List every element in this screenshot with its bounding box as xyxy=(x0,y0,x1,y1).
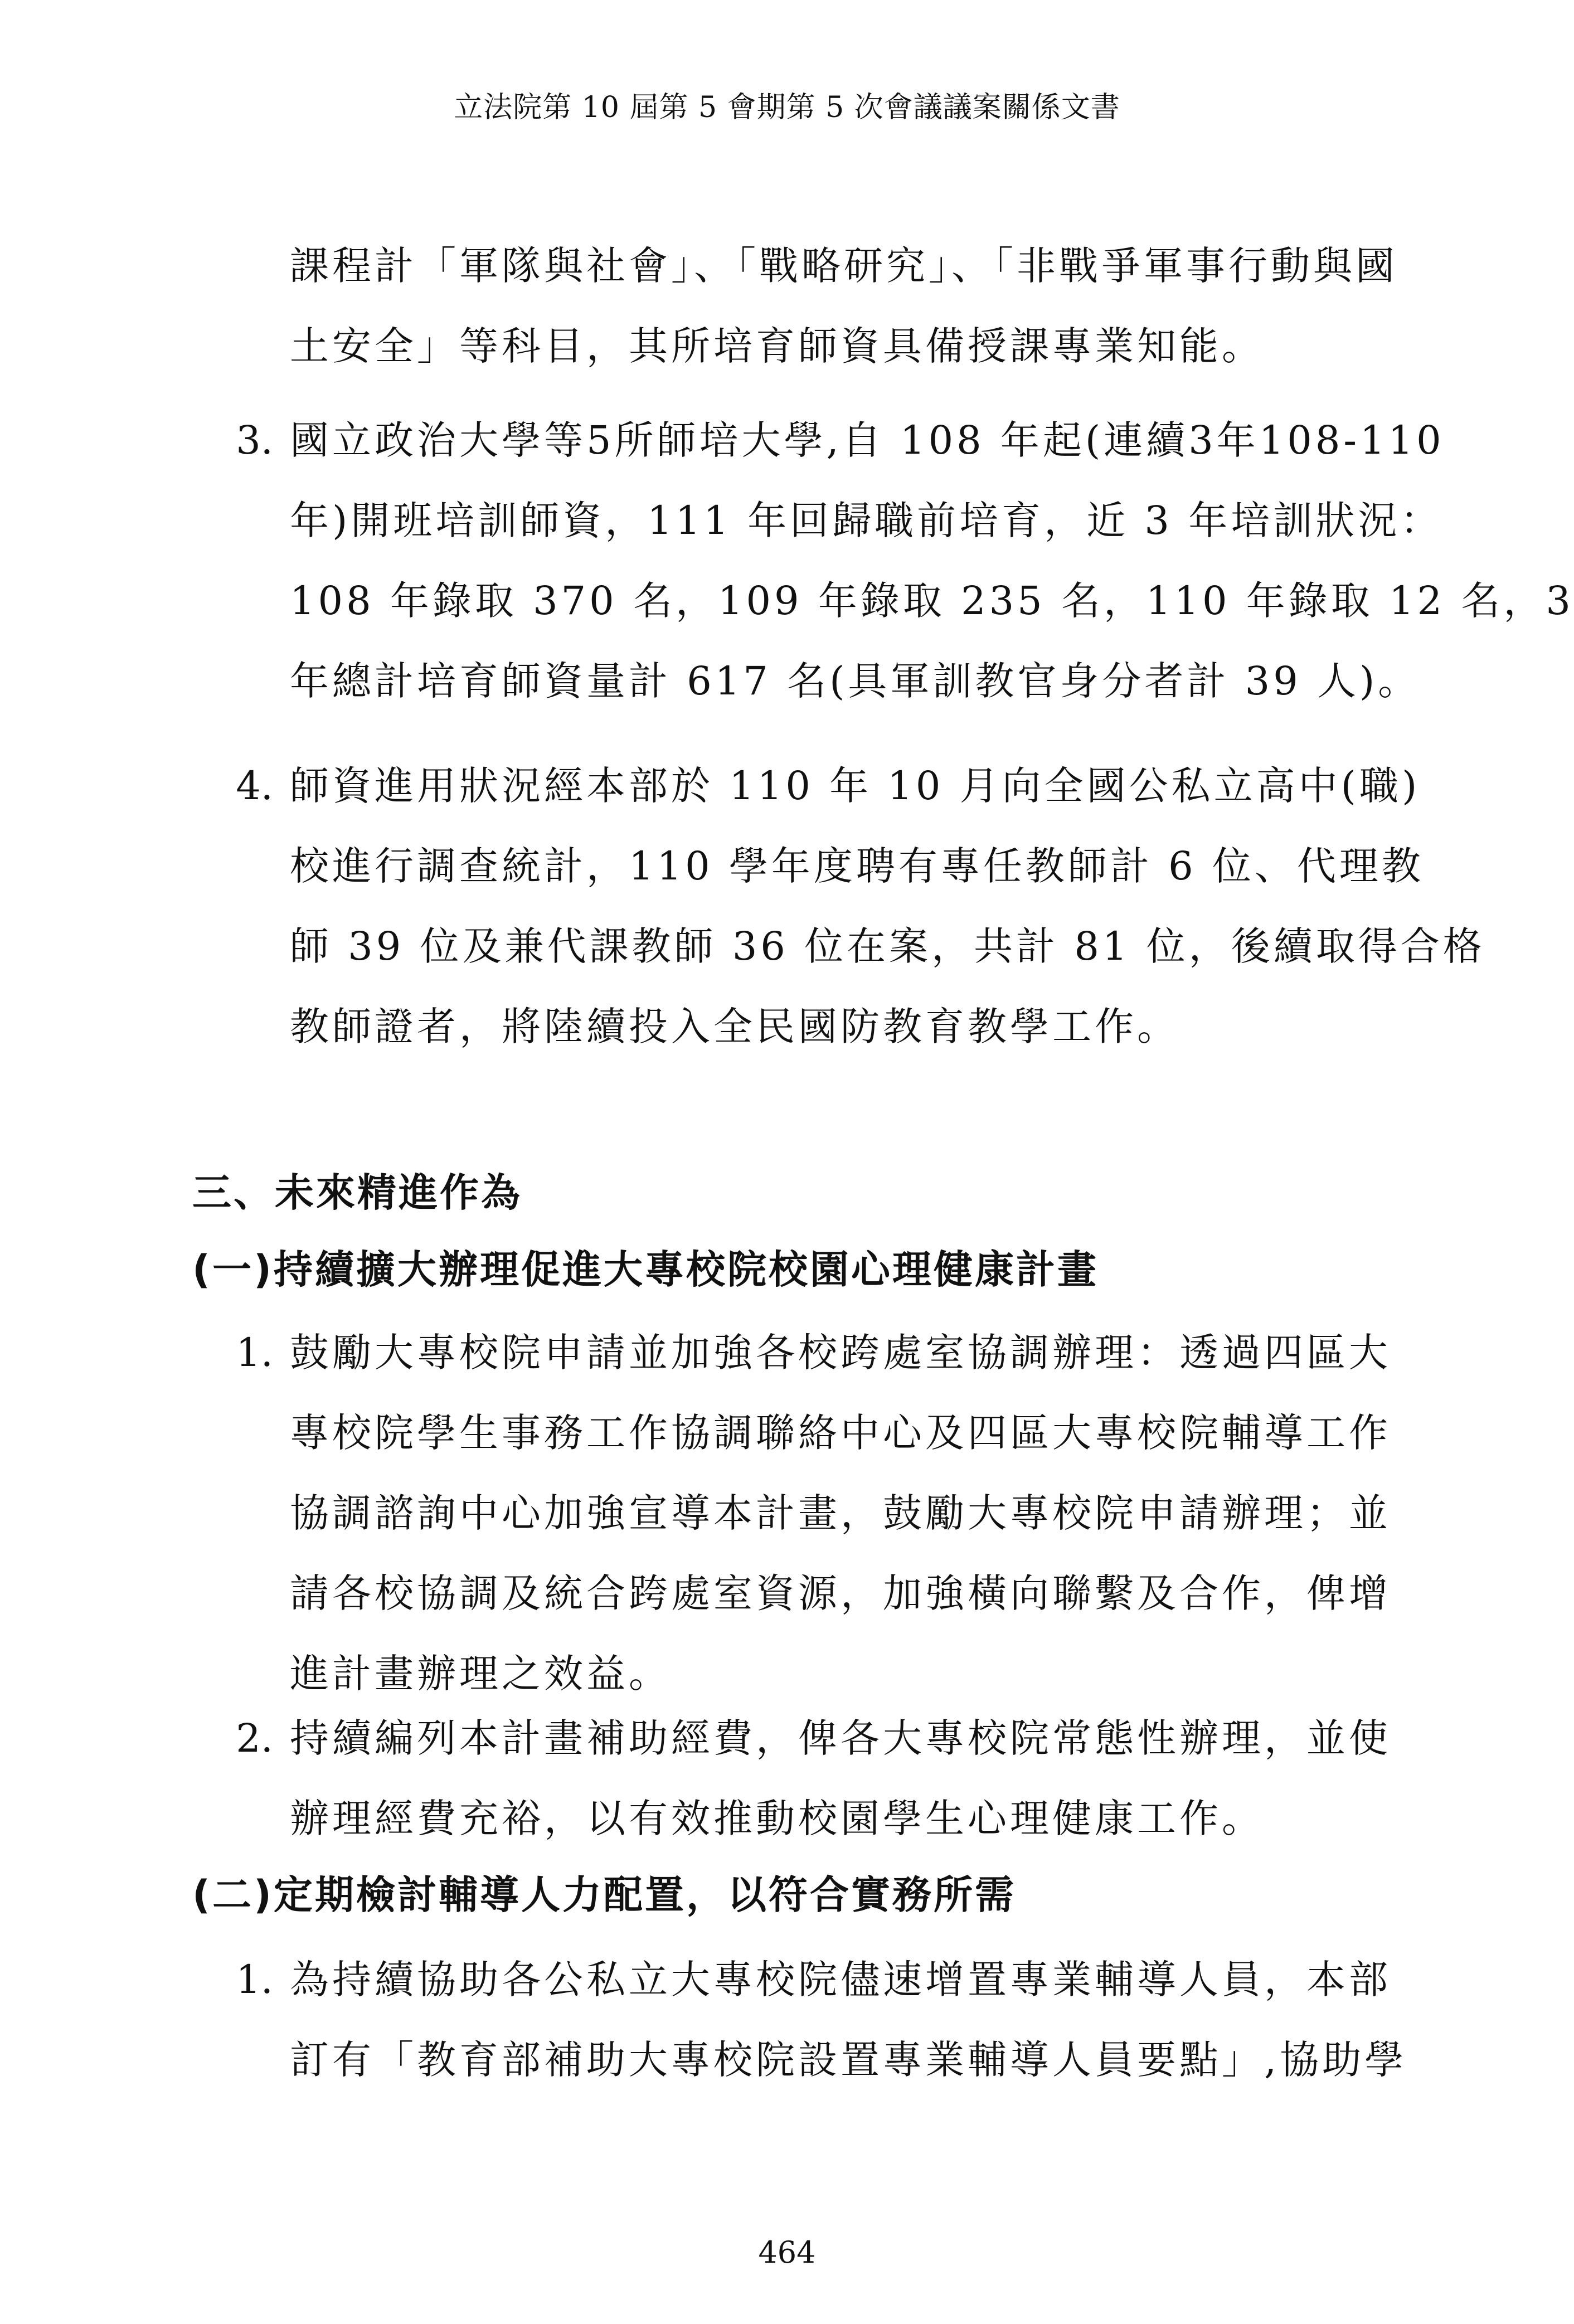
text-line: 專校院學生事務工作協調聯絡中心及四區大專校院輔導工作 xyxy=(290,1410,1391,1456)
list-item-paragraph xyxy=(290,400,1574,721)
list-item-number: 2. xyxy=(236,1715,273,1761)
text-line: 師資進用狀況經本部於 110 年 10 月向全國公私立高中(職) xyxy=(290,763,1421,809)
list-item-number: 4. xyxy=(236,763,273,809)
list-item-paragraph xyxy=(290,746,1485,1067)
list-item-number: 1. xyxy=(236,1957,273,2002)
text-line: 請各校協調及統合跨處室資源，加強橫向聯繫及合作，俾增 xyxy=(290,1571,1391,1616)
subsection-heading: (一)持續擴大辦理促進大專校院校園心理健康計畫 xyxy=(192,1247,1099,1292)
list-item-paragraph xyxy=(290,1698,1391,1859)
text-line: 土安全」等科目，其所培育師資具備授課專業知能。 xyxy=(290,323,1264,369)
page-number: 464 xyxy=(758,2235,816,2270)
text-line: 訂有「教育部補助大專校院設置專業輔導人員要點」,協助學 xyxy=(290,2037,1407,2083)
text-line: 年)開班培訓師資，111 年回歸職前培育，近 3 年培訓狀況： xyxy=(290,498,1443,543)
text-line: 鼓勵大專校院申請並加強各校跨處室協調辦理：透過四區大 xyxy=(290,1330,1391,1375)
text-line: 協調諮詢中心加強宣導本計畫，鼓勵大專校院申請辦理；並 xyxy=(290,1490,1391,1536)
text-line: 教師證者，將陸續投入全民國防教育教學工作。 xyxy=(290,1004,1179,1049)
continuation-paragraph xyxy=(290,226,1398,386)
text-line: 持續編列本計畫補助經費，俾各大專校院常態性辦理，並使 xyxy=(290,1715,1391,1761)
text-line: 108 年錄取 370 名，109 年錄取 235 名，110 年錄取 12 名，3 xyxy=(290,578,1574,624)
text-line: 國立政治大學等5所師培大學,自 108 年起(連續3年108-110 xyxy=(290,417,1445,463)
text-line: 校進行調查統計，110 學年度聘有專任教師計 6 位、代理教 xyxy=(290,843,1424,889)
document-header: 立法院第 10 屆第 5 會期第 5 次會議議案關係文書 xyxy=(454,91,1120,124)
list-item-paragraph xyxy=(290,1939,1407,2100)
text-line: 為持續協助各公私立大專校院儘速增置專業輔導人員，本部 xyxy=(290,1957,1391,2002)
section-heading: 三、未來精進作為 xyxy=(192,1170,522,1216)
text-line: 年總計培育師資量計 617 名(具軍訓教官身分者計 39 人)。 xyxy=(290,658,1421,704)
text-line: 辦理經費充裕，以有效推動校園學生心理健康工作。 xyxy=(290,1796,1264,1841)
list-item-number: 1. xyxy=(236,1330,273,1375)
list-item-number: 3. xyxy=(236,417,273,463)
subsection-heading: (二)定期檢討輔導人力配置，以符合實務所需 xyxy=(192,1872,1016,1918)
text-line: 課程計「軍隊與社會」、「戰略研究」、「非戰爭軍事行動與國 xyxy=(290,243,1398,289)
text-line: 師 39 位及兼代課教師 36 位在案，共計 81 位，後續取得合格 xyxy=(290,923,1485,969)
list-item-paragraph xyxy=(290,1312,1391,1714)
text-line: 進計畫辦理之效益。 xyxy=(290,1651,671,1696)
